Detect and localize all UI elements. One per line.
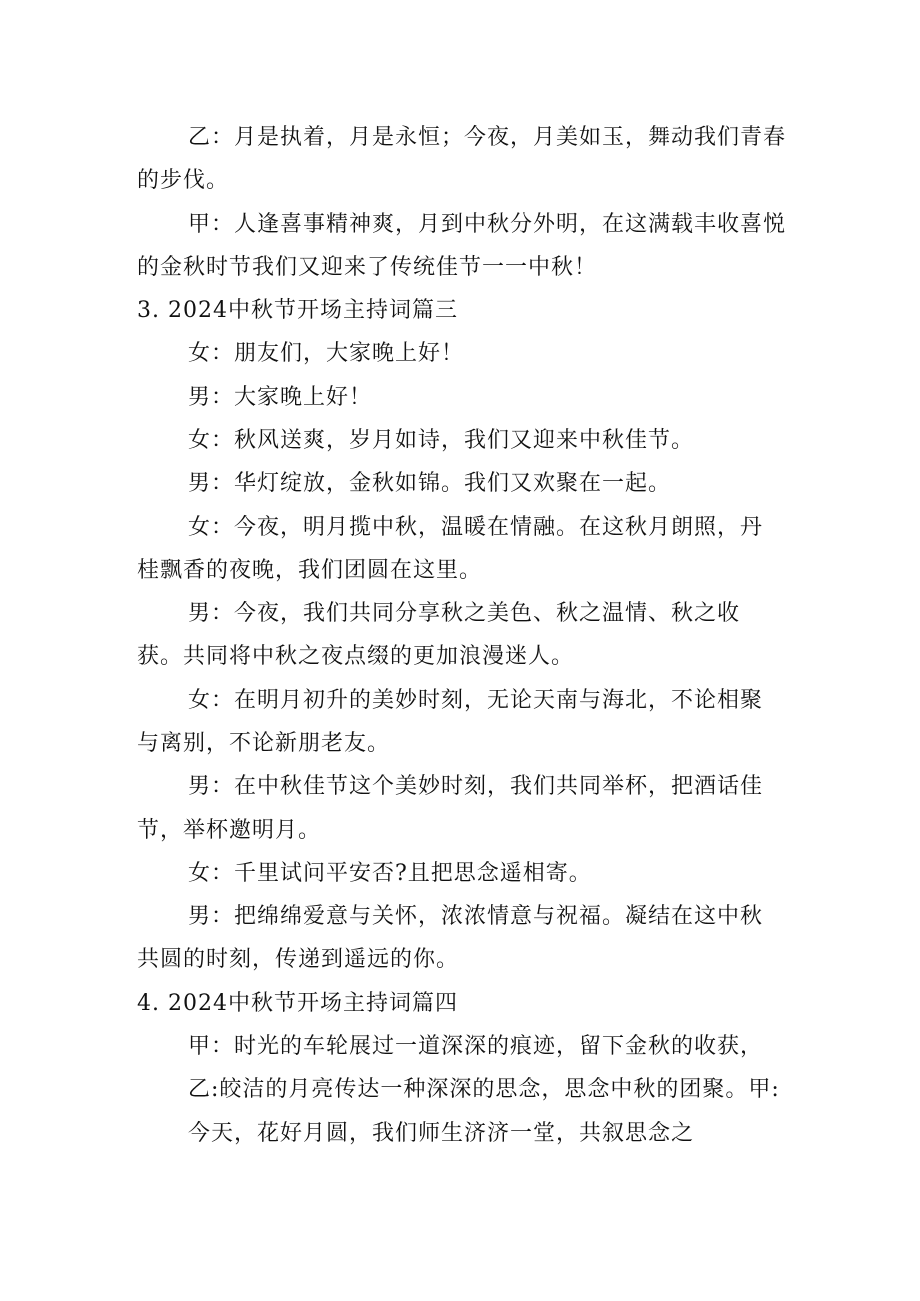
paragraph-line: 今天，花好月圆，我们师生济济一堂，共叙思念之 (188, 1121, 695, 1146)
paragraph-line: 的金秋时节我们又迎来了传统佳节一一中秋！ (137, 255, 598, 280)
paragraph-line: 节，举杯邀明月。 (137, 818, 322, 843)
paragraph-line: 女：秋风送爽，岁月如诗，我们又迎来中秋佳节。 (188, 428, 695, 453)
paragraph-line: 男：大家晚上好！ (188, 385, 373, 410)
paragraph-line: 乙：月是执着，月是永恒；今夜，月美如玉，舞动我们青春 (188, 125, 787, 150)
paragraph-line: 桂飘香的夜晚，我们团圆在这里。 (137, 558, 483, 583)
paragraph-line: 甲：人逢喜事精神爽，月到中秋分外明，在这满载丰收喜悦 (188, 212, 787, 237)
paragraph-line: 女：在明月初升的美妙时刻，无论天南与海北，不论相聚 (188, 688, 764, 713)
paragraph-line: 男：在中秋佳节这个美妙时刻，我们共同举杯，把酒话佳 (188, 774, 764, 799)
paragraph-line: 的步伐。 (137, 168, 230, 193)
paragraph-line: 男：把绵绵爱意与关怀，浓浓情意与祝福。凝结在这中秋 (188, 904, 764, 929)
paragraph-line: 女：千里试问平安否?且把思念遥相寄。 (188, 861, 592, 886)
section-heading: 3. 2024中秋节开场主持词篇三 (137, 298, 458, 323)
paragraph-line: 男：今夜，我们共同分享秋之美色、秋之温情、秋之收 (188, 601, 741, 626)
paragraph-line: 女：今夜，明月揽中秋，温暖在情融。在这秋月朗照，丹 (188, 515, 764, 540)
paragraph-line: 甲：时光的车轮展过一道深深的痕迹，留下金秋的收获， (188, 1034, 764, 1059)
section-heading: 4. 2024中秋节开场主持词篇四 (137, 991, 458, 1016)
paragraph-line: 获。共同将中秋之夜点缀的更加浪漫迷人。 (137, 644, 575, 669)
paragraph-line: 与离别，不论新朋老友。 (137, 731, 391, 756)
paragraph-line: 女：朋友们，大家晚上好！ (188, 341, 465, 366)
paragraph-line: 乙:皎洁的月亮传达一种深深的思念，思念中秋的团聚。甲: (188, 1077, 780, 1102)
paragraph-line: 共圆的时刻，传递到遥远的你。 (137, 947, 460, 972)
paragraph-line: 男：华灯绽放，金秋如锦。我们又欢聚在一起。 (188, 471, 672, 496)
